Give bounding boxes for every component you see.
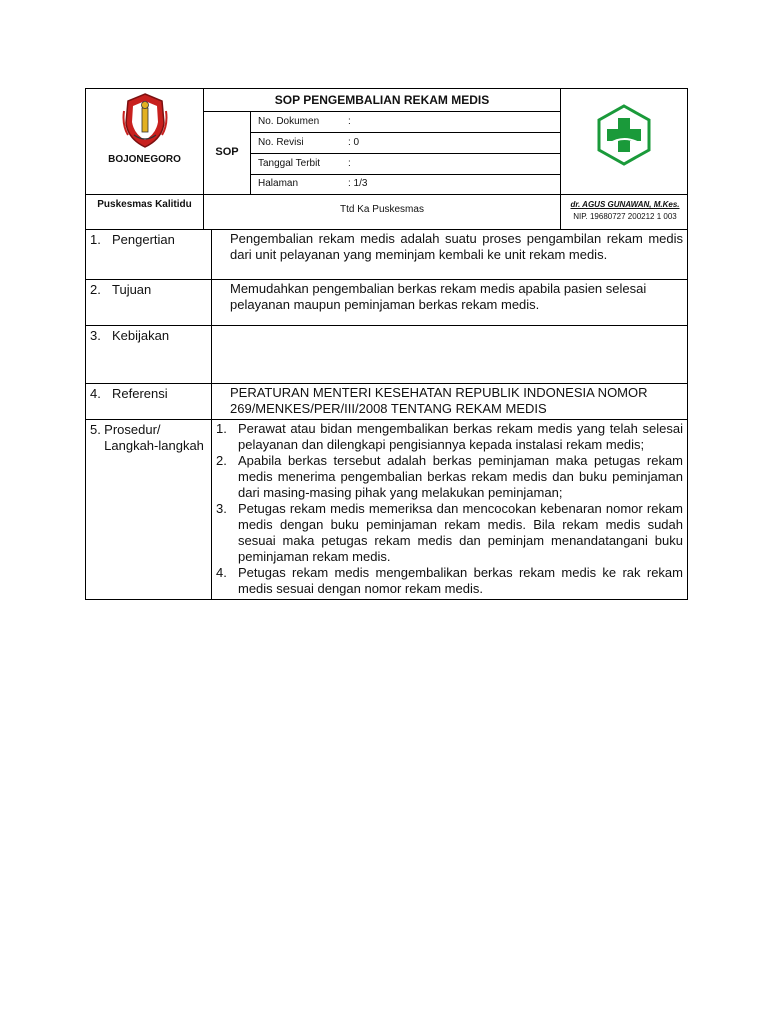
procedure-step: 1. Perawat atau bidan mengembalikan berkas rekam medis yang telah selesai pelayanan dan dilengkapi pengisiannya kepada instalasi rekam medis;	[216, 421, 683, 452]
row-prosedur	[86, 420, 688, 600]
bojonegoro-emblem-icon	[122, 91, 168, 151]
section-label: Referensi	[112, 386, 168, 401]
sop-header	[85, 88, 688, 230]
issue-date-label: Tanggal Terbit	[258, 158, 321, 169]
section-number: 1.	[90, 232, 101, 247]
procedure-step: 4. Petugas rekam medis mengembalikan berkas rekam medis ke rak rekam medis sesuai dengan nomor rekam medis.	[216, 565, 683, 596]
procedure-step: 3. Petugas rekam medis memeriksa dan mencocokan kebenaran nomor rekam medis dengan buku peminjaman rekam medis. Bila rekam medis sudah sesuai maka petugas rekam medis dan peminjam menandatangani buku peminjaman rekam medis.	[216, 501, 683, 564]
section-number: 5.	[90, 422, 101, 437]
signature-label: Ttd Ka Puskesmas	[340, 204, 424, 215]
procedure-steps	[216, 421, 683, 597]
page-value: : 1/3	[348, 178, 368, 189]
issue-date-value: :	[348, 158, 351, 169]
section-label: Prosedur/ Langkah-langkah	[104, 422, 204, 453]
section-number: 4.	[90, 386, 101, 401]
section-label: Pengertian	[112, 232, 175, 247]
section-label: Tujuan	[112, 282, 152, 297]
head-nip: NIP. 19680727 200212 1 003	[573, 212, 677, 221]
head-name: dr. AGUS GUNAWAN, M.Kes.	[570, 200, 680, 209]
sop-content-table	[85, 229, 688, 600]
doc-number-label: No. Dokumen	[258, 116, 320, 127]
section-label: Kebijakan	[112, 328, 170, 343]
procedure-step: 2. Apabila berkas tersebut adalah berkas peminjaman maka petugas rekam medis menerima pengembalian berkas rekam medis dan buku peminjaman dari masing-masing pihak yang melakukan peminjaman;	[216, 453, 683, 500]
row-referensi	[86, 384, 688, 420]
doc-number-value: :	[348, 116, 351, 127]
row-kebijakan	[86, 326, 688, 384]
revision-label: No. Revisi	[258, 137, 304, 148]
puskesmas-logo-icon	[594, 104, 654, 166]
row-tujuan	[86, 280, 688, 326]
row-pengertian	[86, 230, 688, 280]
revision-value: : 0	[348, 137, 360, 148]
page-label: Halaman	[258, 178, 299, 189]
kebijakan-text	[212, 326, 688, 384]
referensi-text: PERATURAN MENTERI KESEHATAN REPUBLIK INDONESIA NOMOR 269/MENKES/PER/III/2008 TENTANG REKAM MEDIS	[212, 384, 688, 420]
section-number: 2.	[90, 282, 101, 297]
pengertian-text: Pengembalian rekam medis adalah suatu proses pengambilan rekam medis dari unit pelayanan yang meminjam kembali ke unit rekam medis.	[212, 230, 688, 280]
region-name: BOJONEGORO	[108, 154, 181, 165]
head-of-facility	[562, 199, 688, 223]
sop-label: SOP	[215, 146, 239, 158]
facility-name: Puskesmas Kalitidu	[97, 199, 192, 210]
tujuan-text: Memudahkan pengembalian berkas rekam medis apabila pasien selesai pelayanan maupun peminjaman berkas rekam medis.	[212, 280, 688, 326]
document-title: SOP PENGEMBALIAN REKAM MEDIS	[274, 93, 490, 107]
section-number: 3.	[90, 328, 101, 343]
